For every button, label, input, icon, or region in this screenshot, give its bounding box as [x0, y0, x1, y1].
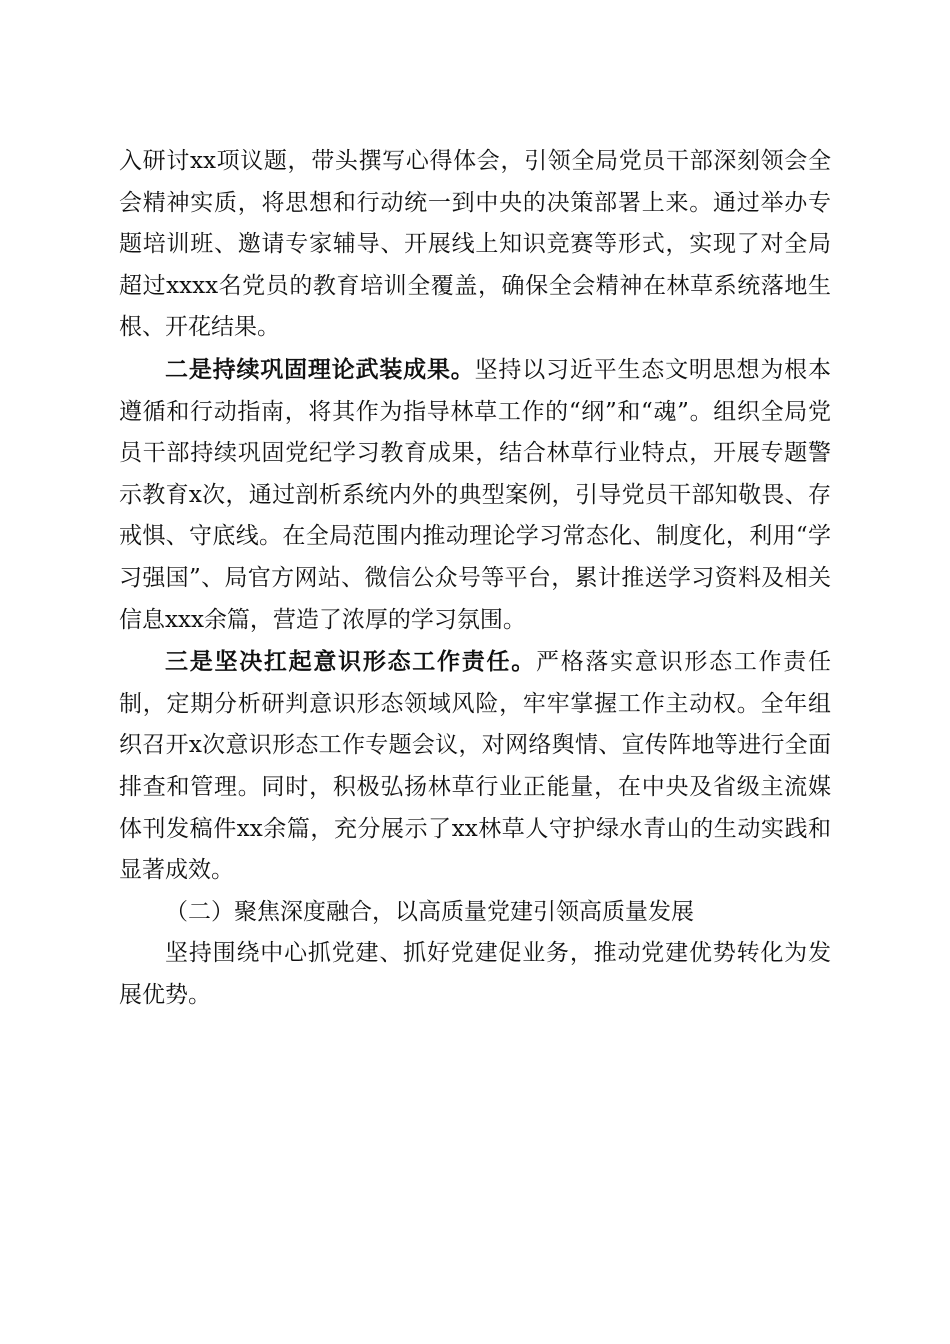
paragraph-2 — [119, 349, 831, 641]
paragraph-3-lead: 三是坚决扛起意识形态工作责任。 — [165, 648, 536, 676]
paragraph-2-text: 坚持以习近平生态文明思想为根本遵循和行动指南，将其作为指导林草工作的“纲”和“魂”。组织全局党员干部持续巩固党纪学习教育成果，结合林草行业特点，开展专题警示教育x次，通过剖析系统内外的典型案例，引导党员干部知敬畏、存戒惧、守底线。在全局范围内推动理论学习常态化、制度化，利用“学习强国”、局官方网站、微信公众号等平台，累计推送学习资料及相关信息xxx余篇，营造了浓厚的学习氛围。 — [119, 356, 832, 633]
paragraph-2-lead: 二是持续巩固理论武装成果。 — [165, 355, 475, 383]
paragraph-4-text: 坚持围绕中心抓党建、抓好党建促业务，推动党建优势转化为发展优势。 — [119, 940, 831, 1008]
paragraph-3 — [119, 641, 831, 892]
paragraph-4 — [119, 933, 831, 1016]
document-body — [119, 141, 831, 1016]
paragraph-3-text: 严格落实意识形态工作责任制，定期分析研判意识形态领域风险，牢牢掌握工作主动权。全年组织召开x次意识形态工作专题会议，对网络舆情、宣传阵地等进行全面排查和管理。同时，积极弘扬林草行业正能量，在中央及省级主流媒体刊发稿件xx余篇，充分展示了xx林草人守护绿水青山的生动实践和显著成效。 — [119, 649, 832, 884]
paragraph-1 — [119, 141, 831, 349]
section-heading: （二）聚焦深度融合，以高质量党建引领高质量发展 — [165, 898, 694, 925]
paragraph-1-text: 入研讨xx项议题，带头撰写心得体会，引领全局党员干部深刻领会全会精神实质，将思想和行动统一到中央的决策部署上来。通过举办专题培训班、邀请专家辅导、开展线上知识竞赛等形式，实现了对全局超过xxxx名党员的教育培训全覆盖，确保全会精神在林草系统落地生根、开花结果。 — [119, 148, 831, 341]
